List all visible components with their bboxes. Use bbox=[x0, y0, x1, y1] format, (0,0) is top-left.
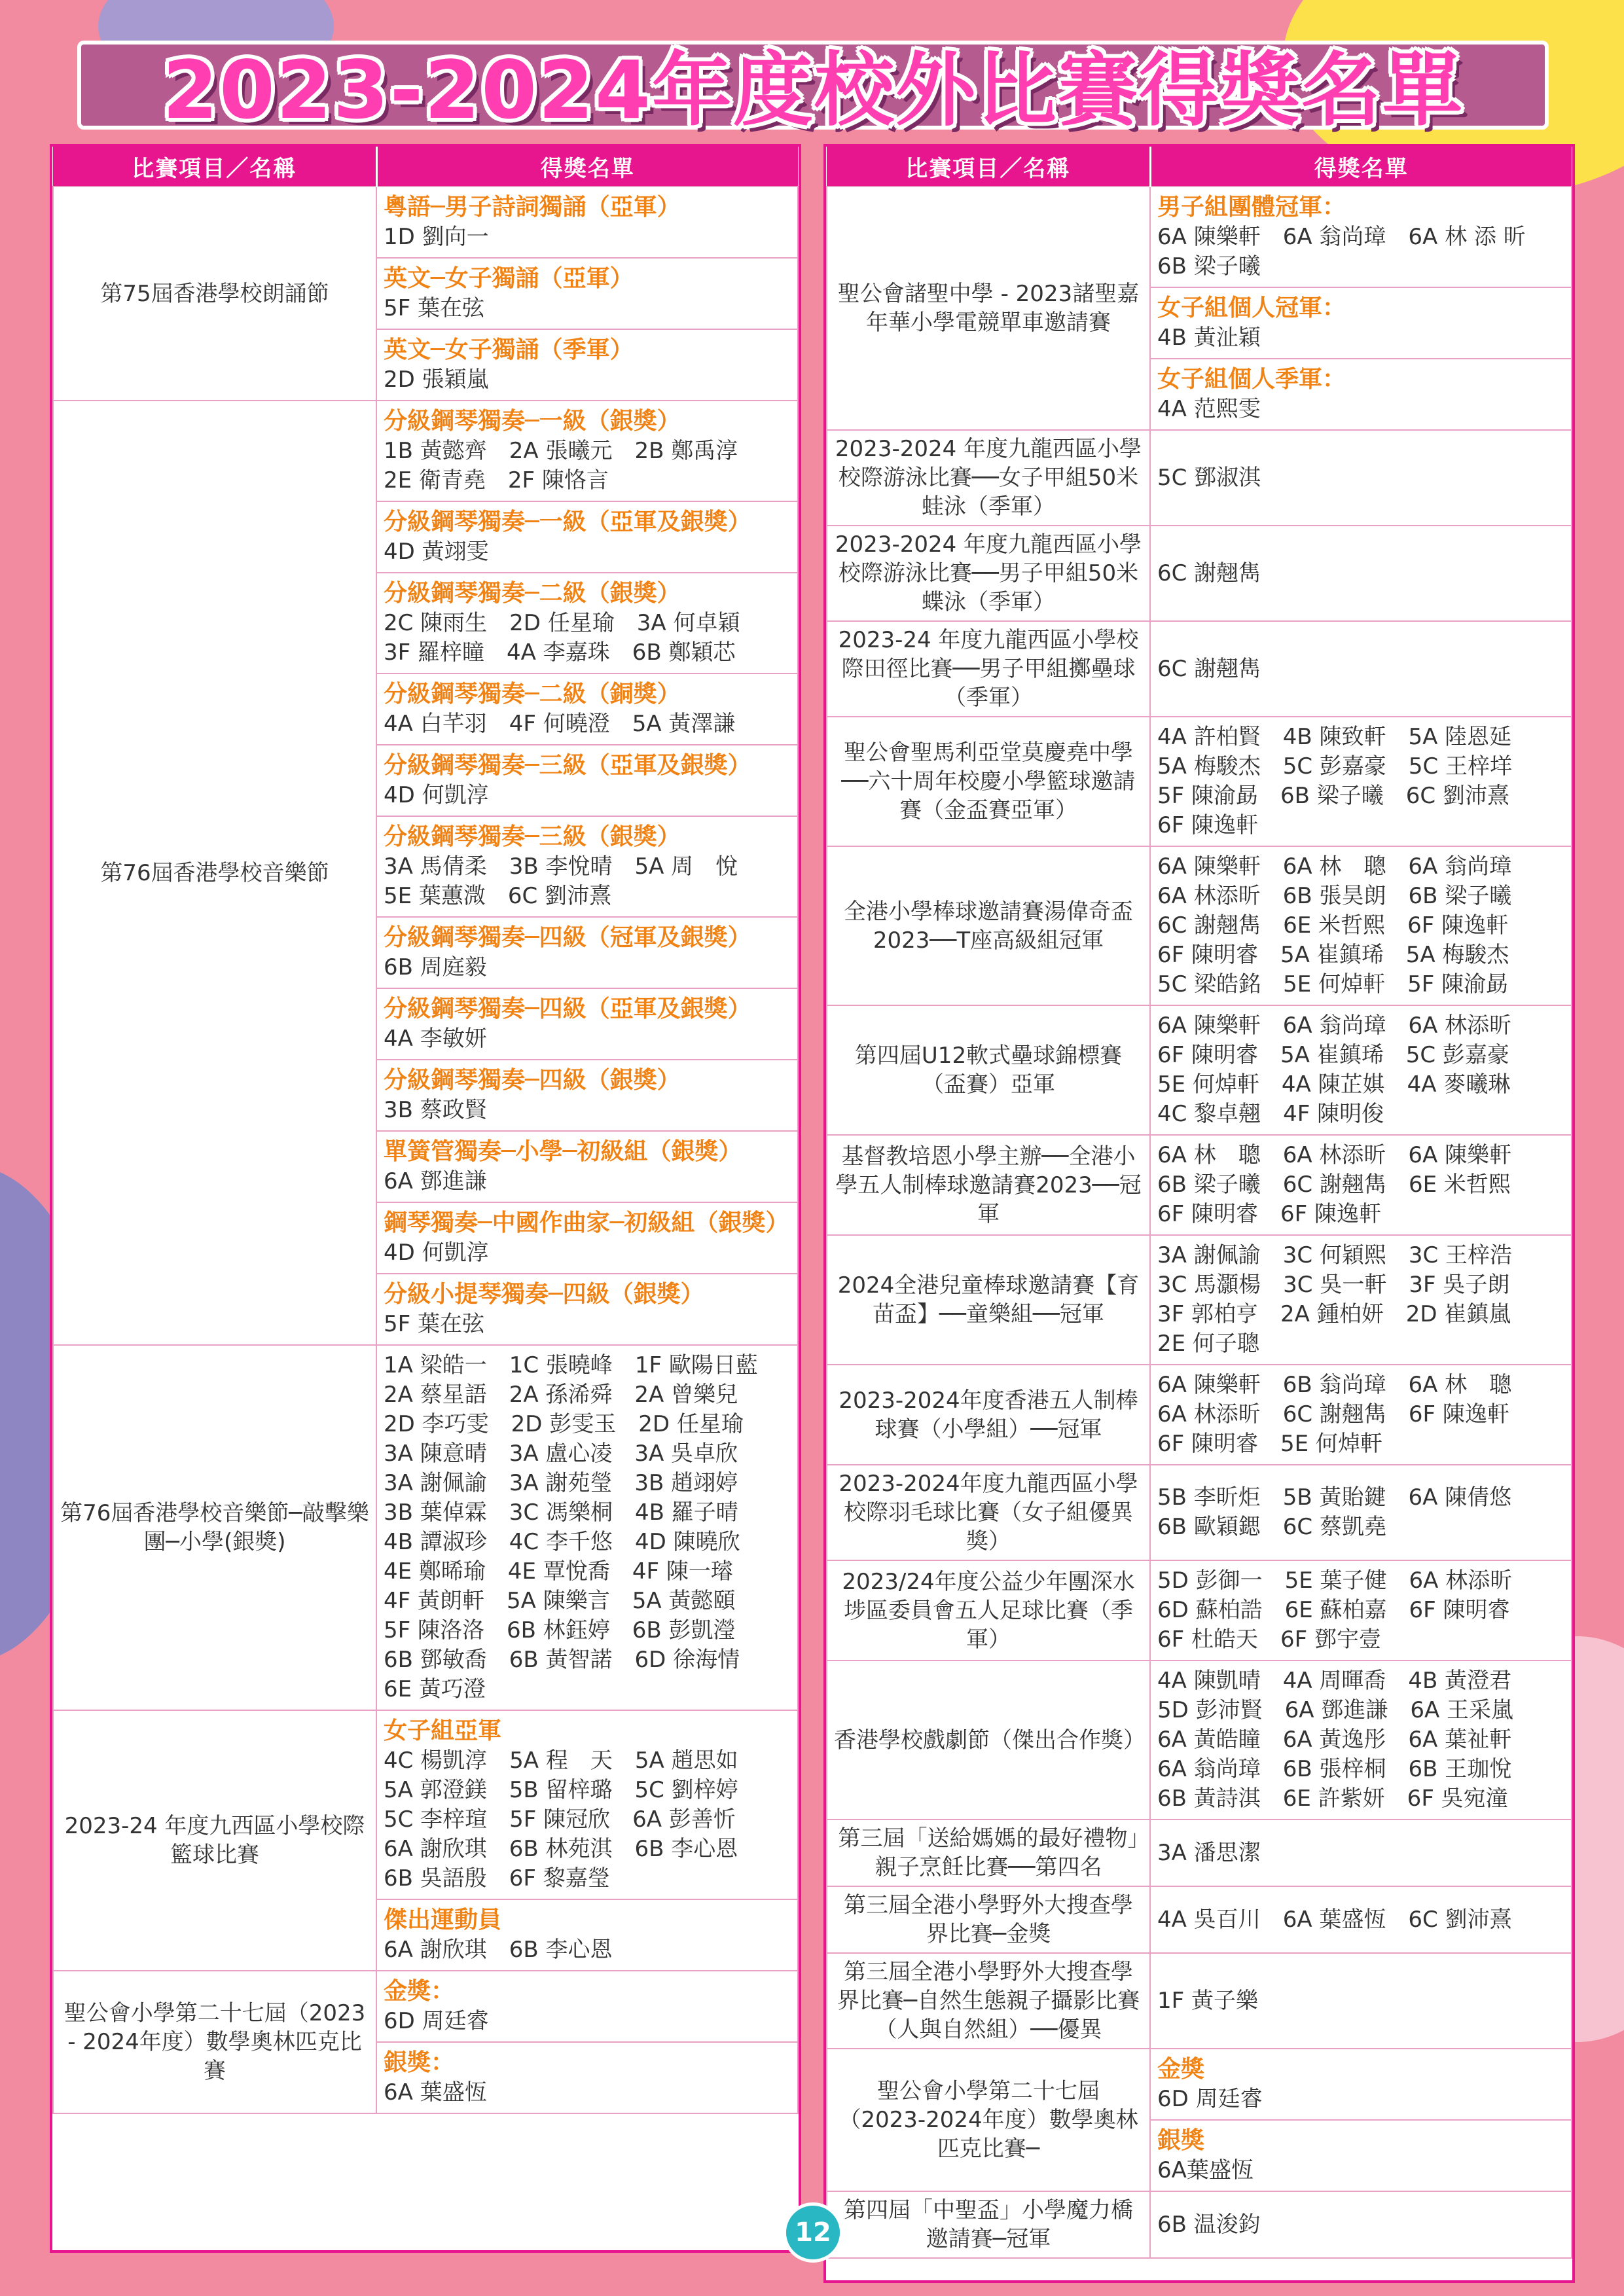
table-row bbox=[53, 187, 798, 258]
winner-names: 6C 謝翹雋 bbox=[1157, 560, 1261, 586]
winners-cell bbox=[1150, 1365, 1572, 1465]
winner-names: 3C 馬灝楊 3C 吳一軒 3F 吳子朗 bbox=[1157, 1272, 1510, 1298]
winner-names: 2E 何子聰 bbox=[1157, 1331, 1259, 1357]
table-row bbox=[827, 526, 1572, 621]
header-competition: 比賽項目／名稱 bbox=[827, 147, 1150, 187]
winners-cell bbox=[376, 1131, 798, 1202]
winners-cell bbox=[1150, 2191, 1572, 2258]
winner-names: 4D 何凱淳 bbox=[384, 782, 489, 808]
competition-name: 第三屆全港小學野外大搜查學界比賽─金獎 bbox=[827, 1886, 1150, 1953]
table-row bbox=[827, 2049, 1572, 2120]
winners-cell bbox=[376, 988, 798, 1060]
winner-names: 3A 潘思潔 bbox=[1157, 1839, 1261, 1866]
award-category: 銀獎： bbox=[384, 2049, 455, 2076]
competition-name: 第三屆「送給媽媽的最好禮物」親子烹飪比賽──第四名 bbox=[827, 1820, 1150, 1886]
winner-names: 5B 李昕炬 5B 黃貽鍵 6A 陳倩悠 bbox=[1157, 1484, 1512, 1511]
award-category: 英文─女子獨誦（季軍） bbox=[384, 336, 634, 363]
winners-cell bbox=[376, 329, 798, 401]
winner-names: 4E 鄭晞瑜 4E 覃悅喬 4F 陳一璿 bbox=[384, 1558, 733, 1585]
winner-names: 6A葉盛恆 bbox=[1157, 2157, 1254, 2183]
table-row bbox=[827, 1135, 1572, 1235]
competition-name: 基督教培恩小學主辦──全港小學五人制棒球邀請賽2023──冠軍 bbox=[827, 1135, 1150, 1235]
winners-cell bbox=[1150, 1560, 1572, 1660]
competition-name: 第四屆U12軟式壘球錦標賽（盃賽）亞軍 bbox=[827, 1005, 1150, 1135]
winner-names: 4A 陳凱晴 4A 周暉喬 4B 黃澄君 bbox=[1157, 1668, 1512, 1694]
table-row bbox=[827, 1953, 1572, 2049]
table-header-row bbox=[827, 147, 1572, 187]
winner-names: 3F 郭柏亨 2A 鍾柏妍 2D 崔鎮嵐 bbox=[1157, 1301, 1511, 1327]
page-title: 2023-2024年度校外比賽得獎名單 bbox=[162, 43, 1464, 137]
winner-names: 5E 葉蕙溦 6C 劉沛熹 bbox=[384, 883, 612, 909]
winner-names: 6A 鄧進謙 bbox=[384, 1168, 487, 1194]
winner-names: 6B 鄧敏喬 6B 黃智諾 6D 徐海情 bbox=[384, 1647, 740, 1673]
competition-name: 第75屆香港學校朗誦節 bbox=[53, 187, 376, 401]
competition-name: 第76屆香港學校音樂節 bbox=[53, 401, 376, 1345]
winner-names: 6A 黃皓瞳 6A 黃逸彤 6A 葉祉軒 bbox=[1157, 1727, 1512, 1753]
award-category: 分級鋼琴獨奏─三級（亞軍及銀獎） bbox=[384, 752, 751, 779]
winner-names: 6A 陳樂軒 6A 翁尚璋 6A 林添昕 bbox=[1157, 1013, 1512, 1039]
winner-names: 3A 謝佩諭 3A 謝苑瑩 3B 趙翊婷 bbox=[384, 1470, 738, 1496]
winner-names: 4A 許柏賢 4B 陳致軒 5A 陸恩延 bbox=[1157, 724, 1512, 750]
winner-names: 5D 彭御一 5E 葉子健 6A 林添昕 bbox=[1157, 1568, 1513, 1594]
award-category: 女子組亞軍 bbox=[384, 1717, 502, 1744]
winner-names: 5A 梅駿杰 5C 彭嘉豪 5C 王梓垟 bbox=[1157, 753, 1513, 780]
winner-names: 4A 李敏妍 bbox=[384, 1026, 487, 1052]
table-row bbox=[53, 1971, 798, 2042]
winners-cell bbox=[376, 1202, 798, 1274]
winner-names: 4D 何凱淳 bbox=[384, 1240, 489, 1266]
winner-names: 6A 翁尚璋 6B 張梓桐 6B 王珈悅 bbox=[1157, 1756, 1512, 1782]
winners-cell bbox=[376, 401, 798, 501]
award-category: 分級鋼琴獨奏─三級（銀獎） bbox=[384, 823, 681, 850]
winner-names: 6A 葉盛恆 bbox=[384, 2079, 487, 2106]
winner-names: 6B 黃詩淇 6E 許紫妍 6F 吳宛潼 bbox=[1157, 1785, 1508, 1812]
winner-names: 3B 蔡政賢 bbox=[384, 1097, 487, 1123]
competition-name: 聖公會聖馬利亞堂莫慶堯中學──六十周年校慶小學籃球邀請賽（金盃賽亞軍） bbox=[827, 717, 1150, 846]
winner-names: 6D 周廷睿 bbox=[384, 2008, 489, 2034]
winners-cell bbox=[1150, 1135, 1572, 1235]
winners-cell bbox=[376, 501, 798, 573]
winner-names: 3A 陳意晴 3A 盧心凌 3A 吳卓欣 bbox=[384, 1441, 738, 1467]
table-row bbox=[827, 717, 1572, 846]
winners-cell bbox=[1150, 1660, 1572, 1820]
winners-cell bbox=[1150, 846, 1572, 1005]
award-category: 女子組個人冠軍： bbox=[1157, 295, 1346, 321]
winner-names: 6A 陳樂軒 6A 翁尚璋 6A 林 添 昕 bbox=[1157, 224, 1526, 250]
table-row bbox=[827, 2191, 1572, 2258]
winners-cell bbox=[1150, 717, 1572, 846]
winners-cell bbox=[376, 1971, 798, 2042]
winner-names: 6A 謝欣琪 6B 林苑淇 6B 李心恩 bbox=[384, 1836, 738, 1862]
competition-name: 聖公會小學第二十七屆（2023 - 2024年度）數學奧林匹克比賽 bbox=[53, 1971, 376, 2113]
award-category: 粵語─男子詩詞獨誦（亞軍） bbox=[384, 194, 681, 221]
winner-names: 5C 鄧淑淇 bbox=[1157, 464, 1261, 491]
award-category: 分級鋼琴獨奏─一級（亞軍及銀獎） bbox=[384, 509, 751, 535]
table-row bbox=[827, 846, 1572, 1005]
winner-names: 6F 杜皓天 6F 鄧宇壹 bbox=[1157, 1626, 1381, 1653]
winners-cell bbox=[1150, 1235, 1572, 1365]
winners-cell bbox=[1150, 1886, 1572, 1953]
winners-cell bbox=[376, 673, 798, 745]
awards-table-left bbox=[52, 147, 799, 2114]
winner-names: 2E 衛青堯 2F 陳恪言 bbox=[384, 467, 609, 493]
award-category: 鋼琴獨奏─中國作曲家─初級組（銀獎） bbox=[384, 1210, 789, 1236]
winner-names: 6D 蘇柏誥 6E 蘇柏嘉 6F 陳明睿 bbox=[1157, 1597, 1510, 1623]
header-winners: 得獎名單 bbox=[1150, 147, 1572, 187]
award-category: 分級鋼琴獨奏─一級（銀獎） bbox=[384, 408, 681, 435]
competition-name: 2023-24 年度九龍西區小學校際田徑比賽──男子甲組擲壘球（季軍） bbox=[827, 621, 1150, 717]
winner-names: 2C 陳雨生 2D 任星瑜 3A 何卓穎 bbox=[384, 610, 740, 636]
table-row bbox=[827, 1560, 1572, 1660]
table-row bbox=[53, 401, 798, 501]
winner-names: 6B 温浚鈞 bbox=[1157, 2211, 1261, 2238]
competition-name: 2024全港兒童棒球邀請賽【育苗盃】──童樂組──冠軍 bbox=[827, 1235, 1150, 1365]
winners-cell bbox=[376, 1060, 798, 1131]
table-row bbox=[827, 1820, 1572, 1886]
winners-cell bbox=[376, 1710, 798, 1899]
winner-names: 6A 林 聰 6A 林添昕 6A 陳樂軒 bbox=[1157, 1142, 1512, 1168]
winner-names: 6A 陳樂軒 6B 翁尚璋 6A 林 聰 bbox=[1157, 1372, 1512, 1398]
winner-names: 5C 李梓瑄 5F 陳冠欣 6A 彭善忻 bbox=[384, 1806, 736, 1833]
winner-names: 4F 黃朗軒 5A 陳樂言 5A 黃懿頤 bbox=[384, 1588, 736, 1614]
competition-name: 2023-2024 年度九龍西區小學校際游泳比賽──女子甲組50米蛙泳（季軍） bbox=[827, 430, 1150, 526]
winner-names: 1D 劉向一 bbox=[384, 224, 489, 250]
table-body-right bbox=[827, 187, 1572, 2258]
winner-names: 6B 梁子曦 bbox=[1157, 253, 1261, 279]
winners-cell bbox=[376, 816, 798, 917]
competition-name: 香港學校戲劇節（傑出合作獎） bbox=[827, 1660, 1150, 1820]
winner-names: 5F 陳渝勗 6B 梁子曦 6C 劉沛熹 bbox=[1157, 783, 1509, 809]
table-row bbox=[827, 1005, 1572, 1135]
winners-cell bbox=[376, 187, 798, 258]
winners-cell bbox=[376, 1345, 798, 1710]
winner-names: 5D 彭沛賢 6A 鄧進謙 6A 王采嵐 bbox=[1157, 1697, 1514, 1723]
winners-cell bbox=[376, 2042, 798, 2113]
winners-cell bbox=[1150, 1820, 1572, 1886]
winner-names: 6F 陳明睿 5A 崔鎮琋 5C 彭嘉豪 bbox=[1157, 1042, 1509, 1068]
award-category: 單簧管獨奏─小學─初級組（銀獎） bbox=[384, 1138, 742, 1165]
winner-names: 5A 郭澄鎂 5B 留梓璐 5C 劉梓婷 bbox=[384, 1777, 738, 1803]
winner-names: 6F 陳明睿 5E 何焯軒 bbox=[1157, 1431, 1382, 1457]
winners-cell bbox=[1150, 287, 1572, 359]
winner-names: 3A 謝佩諭 3C 何穎熙 3C 王梓浩 bbox=[1157, 1242, 1513, 1268]
winner-names: 3B 葉倬霖 3C 馮樂桐 4B 羅子晴 bbox=[384, 1499, 738, 1526]
winner-names: 6B 梁子曦 6C 謝翹雋 6E 米哲熙 bbox=[1157, 1172, 1511, 1198]
page-number-badge: 12 bbox=[783, 2202, 843, 2263]
winner-names: 3A 馬倩柔 3B 李悅晴 5A 周 悅 bbox=[384, 853, 738, 880]
winner-names: 6B 吳語殷 6F 黎嘉瑩 bbox=[384, 1865, 610, 1892]
winners-cell bbox=[1150, 1953, 1572, 2049]
winners-cell bbox=[1150, 526, 1572, 621]
winner-names: 4C 楊凱淳 5A 程 天 5A 趙思如 bbox=[384, 1748, 738, 1774]
competition-name: 聖公會諸聖中學 - 2023諸聖嘉年華小學電競單車邀請賽 bbox=[827, 187, 1150, 430]
winner-names: 6A 謝欣琪 6B 李心恩 bbox=[384, 1937, 613, 1963]
table-row bbox=[827, 1365, 1572, 1465]
winner-names: 6D 周廷睿 bbox=[1157, 2086, 1263, 2112]
competition-name: 2023-2024年度九龍西區小學校際羽毛球比賽（女子組優異獎） bbox=[827, 1465, 1150, 1560]
winner-names: 1A 梁皓一 1C 張曉峰 1F 歐陽日藍 bbox=[384, 1352, 758, 1378]
winner-names: 6F 陳逸軒 bbox=[1157, 812, 1258, 838]
winner-names: 6A 林添昕 6B 張昊朗 6B 梁子曦 bbox=[1157, 883, 1512, 909]
competition-name: 2023-2024 年度九龍西區小學校際游泳比賽──男子甲組50米蝶泳（季軍） bbox=[827, 526, 1150, 621]
winner-names: 4B 黃沚穎 bbox=[1157, 325, 1261, 351]
award-category: 分級鋼琴獨奏─四級（銀獎） bbox=[384, 1067, 681, 1094]
award-category: 英文─女子獨誦（亞軍） bbox=[384, 265, 634, 292]
award-category: 金獎 bbox=[1157, 2056, 1205, 2083]
right-awards-table bbox=[823, 144, 1575, 2283]
competition-name: 聖公會小學第二十七屆（2023-2024年度）數學奧林匹克比賽─ bbox=[827, 2049, 1150, 2191]
table-row bbox=[827, 430, 1572, 526]
winner-names: 1B 黃懿齊 2A 張曦元 2B 鄭禹淳 bbox=[384, 438, 738, 464]
winner-names: 2D 李巧雯 2D 彭雯玉 2D 任星瑜 bbox=[384, 1411, 744, 1437]
award-category: 女子組個人季軍： bbox=[1157, 366, 1346, 393]
winner-names: 6E 黃巧澄 bbox=[384, 1676, 486, 1702]
award-category: 傑出運動員 bbox=[384, 1907, 502, 1933]
winners-cell bbox=[1150, 1005, 1572, 1135]
winners-cell bbox=[1150, 430, 1572, 526]
award-category: 分級鋼琴獨奏─二級（銅獎） bbox=[384, 681, 681, 708]
table-row bbox=[827, 1235, 1572, 1365]
awards-table-right bbox=[826, 147, 1572, 2259]
winner-names: 6C 謝翹雋 bbox=[1157, 655, 1261, 682]
winner-names: 4A 白芊羽 4F 何曉澄 5A 黃澤謙 bbox=[384, 711, 736, 737]
winners-cell bbox=[376, 573, 798, 673]
winner-names: 4B 譚淑珍 4C 李千悠 4D 陳曉欣 bbox=[384, 1529, 740, 1555]
winner-names: 2A 蔡星語 2A 孫浠舜 2A 曾樂兒 bbox=[384, 1382, 738, 1408]
table-row bbox=[53, 1345, 798, 1710]
award-category: 分級小提琴獨奏─四級（銀獎） bbox=[384, 1281, 704, 1308]
competition-name: 2023-24 年度九西區小學校際籃球比賽 bbox=[53, 1710, 376, 1971]
winner-names: 6C 謝翹雋 6E 米哲熙 6F 陳逸軒 bbox=[1157, 912, 1509, 939]
table-row bbox=[827, 187, 1572, 287]
table-header-row bbox=[53, 147, 798, 187]
winners-cell bbox=[1150, 2120, 1572, 2191]
winners-cell bbox=[376, 1899, 798, 1971]
competition-name: 第三屆全港小學野外大搜查學界比賽─自然生態親子攝影比賽（人與自然組）──優異 bbox=[827, 1953, 1150, 2049]
award-category: 男子組團體冠軍： bbox=[1157, 194, 1346, 221]
winners-cell bbox=[1150, 2049, 1572, 2120]
competition-name: 第四屆「中聖盃」小學魔力橋邀請賽─冠軍 bbox=[827, 2191, 1150, 2258]
table-row bbox=[827, 1465, 1572, 1560]
winners-cell bbox=[376, 745, 798, 816]
winner-names: 3F 羅梓瞳 4A 李嘉珠 6B 鄭穎芯 bbox=[384, 639, 736, 666]
table-row bbox=[827, 1886, 1572, 1953]
winner-names: 4C 黎卓翹 4F 陳明俊 bbox=[1157, 1101, 1384, 1127]
winner-names: 5C 梁皓銘 5E 何焯軒 5F 陳渝勗 bbox=[1157, 971, 1509, 997]
winners-cell bbox=[376, 258, 798, 329]
competition-name: 2023/24年度公益少年團深水埗區委員會五人足球比賽（季軍） bbox=[827, 1560, 1150, 1660]
winner-names: 6A 林添昕 6C 謝翹雋 6F 陳逸軒 bbox=[1157, 1401, 1509, 1427]
winners-cell bbox=[376, 917, 798, 988]
winners-cell bbox=[376, 1274, 798, 1345]
header-competition: 比賽項目／名稱 bbox=[53, 147, 376, 187]
winner-names: 4A 吳百川 6A 葉盛恆 6C 劉沛熹 bbox=[1157, 1906, 1512, 1933]
winner-names: 5E 何焯軒 4A 陳芷娸 4A 麥曦琳 bbox=[1157, 1071, 1511, 1098]
winner-names: 6B 歐穎鍶 6C 蔡凱堯 bbox=[1157, 1514, 1386, 1540]
winner-names: 1F 黃子樂 bbox=[1157, 1987, 1258, 2014]
table-row bbox=[53, 1710, 798, 1899]
competition-name: 全港小學棒球邀請賽湯偉奇盃2023──T座高級組冠軍 bbox=[827, 846, 1150, 1005]
winner-names: 6A 陳樂軒 6A 林 聰 6A 翁尚璋 bbox=[1157, 853, 1512, 880]
table-row bbox=[827, 621, 1572, 717]
table-row bbox=[827, 1660, 1572, 1820]
table-body-left bbox=[53, 187, 798, 2113]
award-category: 分級鋼琴獨奏─二級（銀獎） bbox=[384, 580, 681, 607]
winner-names: 2D 張穎嵐 bbox=[384, 367, 489, 393]
winner-names: 6B 周庭毅 bbox=[384, 954, 487, 980]
competition-name: 第76屆香港學校音樂節─敲擊樂團─小學(銀獎) bbox=[53, 1345, 376, 1710]
winners-cell bbox=[1150, 621, 1572, 717]
award-category: 銀獎 bbox=[1157, 2127, 1205, 2154]
competition-name: 2023-2024年度香港五人制棒球賽（小學組）──冠軍 bbox=[827, 1365, 1150, 1465]
award-category: 金獎： bbox=[384, 1978, 455, 2005]
winners-cell bbox=[1150, 1465, 1572, 1560]
winner-names: 4A 范熙雯 bbox=[1157, 396, 1261, 422]
winner-names: 4D 黃翊雯 bbox=[384, 539, 489, 565]
winners-cell bbox=[1150, 359, 1572, 430]
award-category: 分級鋼琴獨奏─四級（亞軍及銀獎） bbox=[384, 996, 751, 1022]
winner-names: 5F 葉在弦 bbox=[384, 1311, 484, 1337]
winners-cell bbox=[1150, 187, 1572, 287]
winner-names: 5F 陳洛洛 6B 林鈺婷 6B 彭凱瀅 bbox=[384, 1617, 736, 1643]
winner-names: 6F 陳明睿 5A 崔鎮琋 5A 梅駿杰 bbox=[1157, 942, 1509, 968]
header-winners: 得獎名單 bbox=[376, 147, 798, 187]
winner-names: 5F 葉在弦 bbox=[384, 295, 484, 321]
left-awards-table bbox=[50, 144, 801, 2253]
award-category: 分級鋼琴獨奏─四級（冠軍及銀獎） bbox=[384, 924, 751, 951]
winner-names: 6F 陳明睿 6F 陳逸軒 bbox=[1157, 1201, 1381, 1227]
